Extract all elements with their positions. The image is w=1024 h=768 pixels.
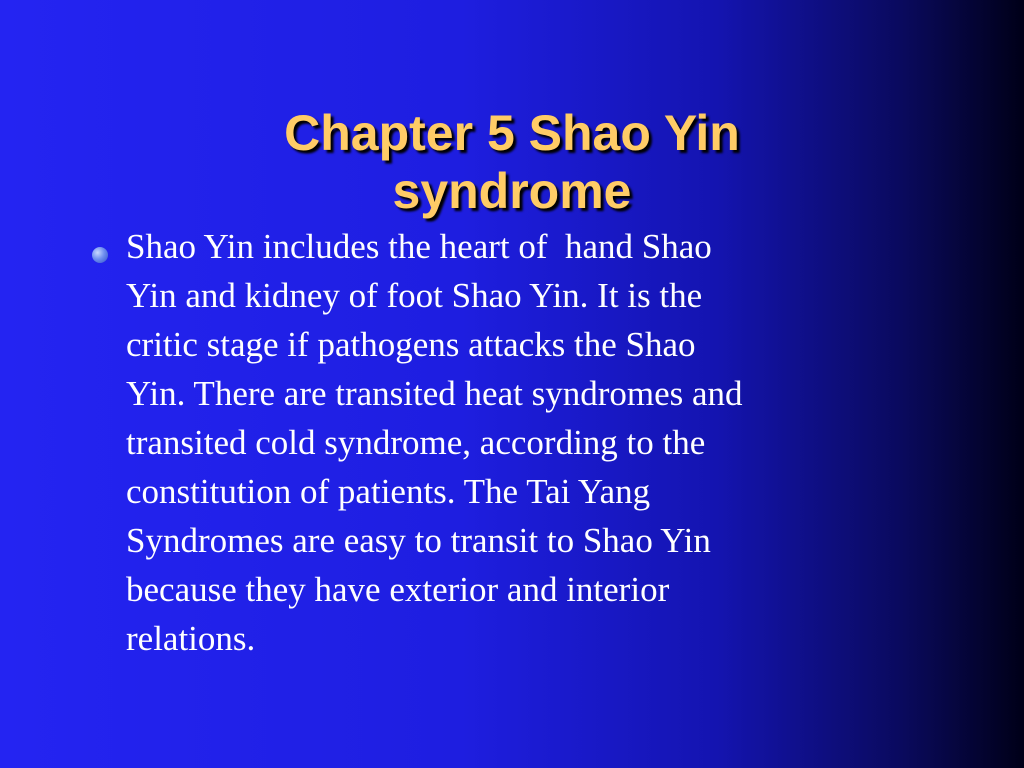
bullet-line: relations. (126, 619, 256, 658)
title-line: syndrome (392, 162, 632, 219)
bullet-text (126, 222, 940, 663)
bullet-item (80, 222, 940, 663)
bullet-line: Syndromes are easy to transit to Shao Yin (126, 521, 711, 560)
bullet-line: transited cold syndrome, according to the (126, 423, 706, 462)
slide-title (100, 104, 924, 220)
bullet-line: Yin and kidney of foot Shao Yin. It is the (126, 276, 703, 315)
bullet-line: constitution of patients. The Tai Yang (126, 472, 651, 511)
bullet-line: Shao Yin includes the heart of hand Shao (126, 227, 712, 266)
bullet-dot-icon (92, 247, 108, 263)
bullet-line: Yin. There are transited heat syndromes and (126, 374, 743, 413)
bullet-line: critic stage if pathogens attacks the Shao (126, 325, 696, 364)
bullet-line: because they have exterior and interior (126, 570, 670, 609)
bullet-list (80, 222, 940, 663)
title-line: Chapter 5 Shao Yin (284, 104, 740, 161)
